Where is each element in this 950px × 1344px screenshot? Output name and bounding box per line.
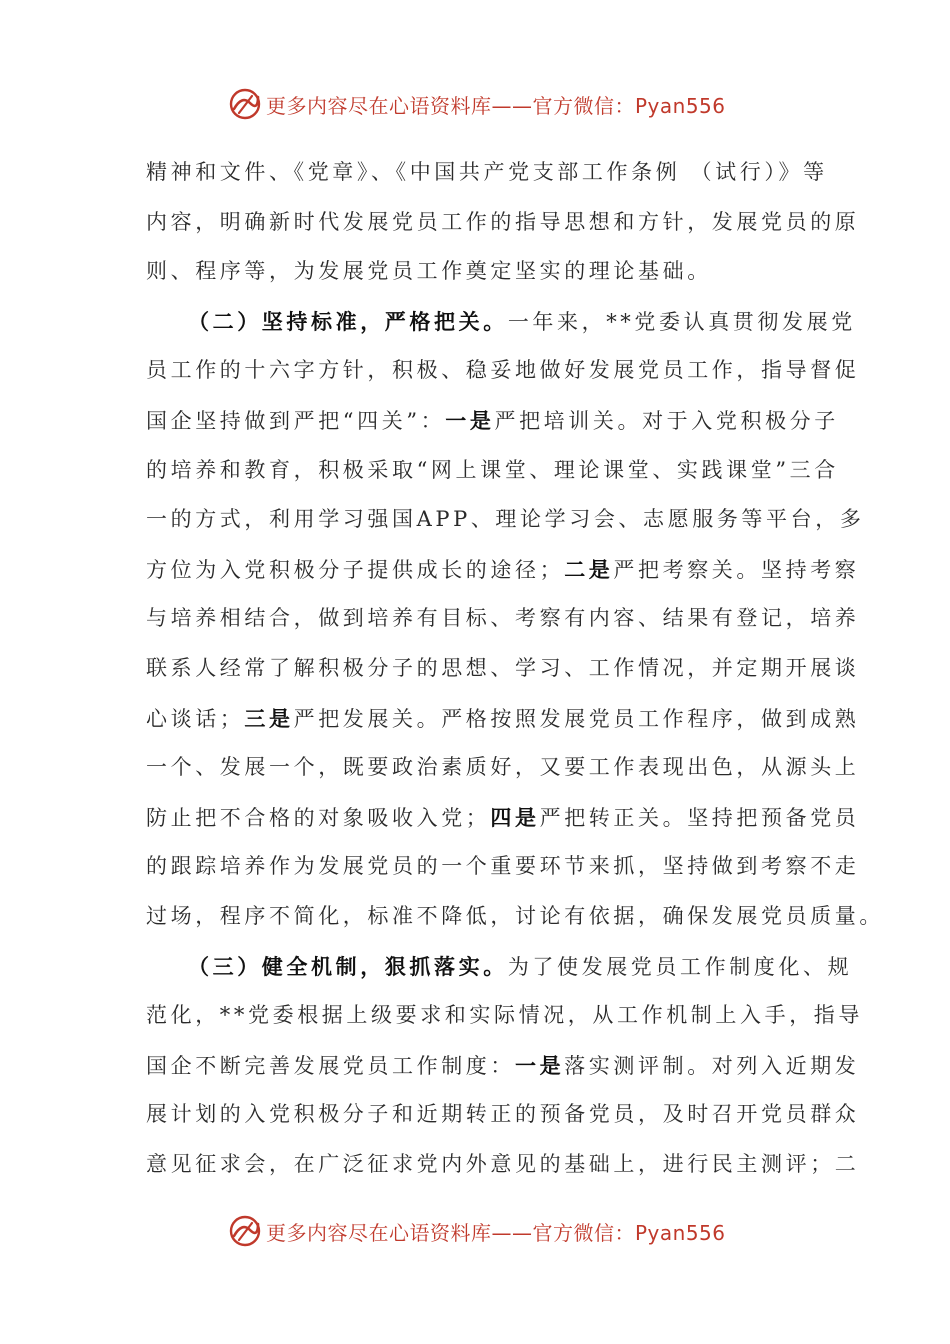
text-line [146,396,839,446]
text-segment: 过场，程序不简化，标准不降低，讨论有依据，确保发展党员质量。 [146,903,884,928]
header-banner [228,84,748,124]
text-segment: 意见征求会，在广泛征求党内外意见的基础上，进行民主测评；二 [146,1151,860,1176]
text-segment: 一的方式，利用学习强国APP、理论学习会、志愿服务等平台，多 [146,507,865,532]
text-line [146,1090,860,1140]
text-line [146,842,860,892]
text-segment: 防止把不合格的对象吸收入党； [146,805,491,830]
text-segment: 内容，明确新时代发展党员工作的指导思想和方针，发展党员的原 [146,209,860,234]
signature-logo-icon [228,87,262,121]
text-segment: 国企坚持做到严把“四关”： [146,408,446,433]
text-line [146,446,839,496]
text-line [146,247,806,297]
text-segment: 的培养和教育，积极采取“网上课堂、理论课堂、实践课堂”三合 [146,457,839,482]
text-line [146,297,856,347]
text-segment: 则、程序等，为发展党员工作奠定坚实的理论基础。 [146,259,712,284]
bold-text-segment: 一是 [515,1052,565,1078]
text-line [146,892,884,942]
text-line [146,1041,860,1091]
text-segment: 的跟踪培养作为发展党员的一个重要环节来抓，坚持做到考察不走 [146,854,860,879]
text-line [146,743,860,793]
bold-text-segment: 二是 [564,556,614,582]
bold-text-segment: （三）健全机制，狠抓落实。 [188,953,508,979]
text-segment: 一个、发展一个，既要政治素质好，又要工作表现出色，从源头上 [146,755,860,780]
text-segment: 联系人经常了解积极分子的思想、学习、工作情况，并定期开展谈 [146,655,860,680]
text-segment: 精神和文件、《党章》、《中国共产党支部工作条例 （试行）》等 [146,160,828,184]
text-segment: 与培养相结合，做到培养有目标、考察有内容、结果有登记，培养 [146,606,860,631]
text-line [146,1140,860,1190]
text-line [146,793,860,843]
text-line [146,942,853,992]
text-line [146,495,865,545]
text-segment: 范化，**党委根据上级要求和实际情况，从工作机制上入手，指导 [146,1003,863,1028]
text-segment: 落实测评制。对列入近期发 [564,1053,860,1078]
text-segment: 严把转正关。坚持把预备党员 [539,805,860,830]
text-line [146,148,828,198]
text-segment: 心谈话； [146,706,245,731]
text-segment: 严把培训关。对于入党积极分子 [494,408,839,433]
text-line [146,694,860,744]
text-line [146,198,860,248]
text-line [146,545,860,595]
bold-text-segment: 三是 [244,705,294,731]
banner-text: 更多内容尽在心语资料库——官方微信：Pyan556 [266,1220,726,1245]
document-body [146,148,884,1189]
bold-text-segment: 四是 [490,804,540,830]
text-segment: 国企不断完善发展党员工作制度： [146,1053,515,1078]
text-segment: 员工作的十六字方针，积极、稳妥地做好发展党员工作，指导督促 [146,358,860,383]
banner-text: 更多内容尽在心语资料库——官方微信：Pyan556 [266,93,726,118]
text-segment: 严把考察关。坚持考察 [613,557,860,582]
text-segment: 方位为入党积极分子提供成长的途径； [146,557,565,582]
bold-text-segment: 一是 [445,407,495,433]
signature-logo-icon [228,1214,262,1248]
bold-text-segment: （二）坚持标准，严格把关。 [188,308,508,334]
text-line [146,594,860,644]
text-segment: 为了使发展党员工作制度化、规 [507,954,853,979]
text-segment: 一年来，**党委认真贯彻发展党 [507,309,856,334]
text-segment: 展计划的入党积极分子和近期转正的预备党员，及时召开党员群众 [146,1102,860,1127]
text-line [146,991,863,1041]
text-segment: 严把发展关。严格按照发展党员工作程序，做到成熟 [293,706,860,731]
text-line [146,346,860,396]
text-line [146,644,860,694]
footer-banner [228,1211,748,1251]
